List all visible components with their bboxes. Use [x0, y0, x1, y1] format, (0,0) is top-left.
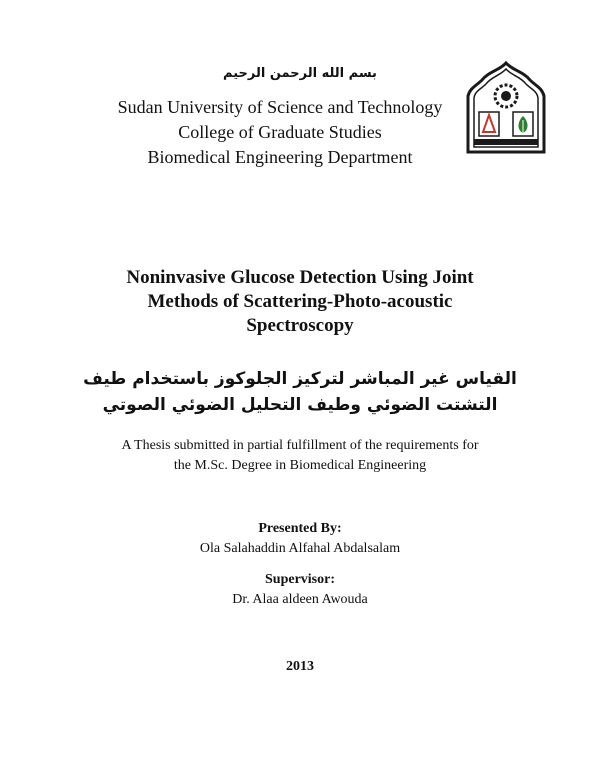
college-name: College of Graduate Studies [178, 122, 382, 142]
presented-by-label: Presented By: [258, 521, 342, 536]
year: 2013 [286, 659, 314, 674]
thesis-statement [40, 436, 560, 476]
supervisor-label: Supervisor: [265, 572, 335, 587]
thesis-title-line: Spectroscopy [246, 315, 354, 336]
arabic-title-line: القياس غير المباشر لتركيز الجلوكوز باستخدام طيف [83, 369, 517, 389]
arabic-title-line: التشتت الضوئي وطيف التحليل الضوئي الصوتي [102, 395, 498, 415]
thesis-title [40, 266, 560, 338]
thesis-title-line: Noninvasive Glucose Detection Using Joint [126, 267, 474, 288]
department-name: Biomedical Engineering Department [147, 147, 413, 167]
thesis-statement-line: A Thesis submitted in partial fulfillment of the requirements for [121, 438, 479, 453]
arabic-title [40, 366, 560, 418]
thesis-title-line: Methods of Scattering-Photo-acoustic [147, 291, 453, 312]
university-name: Sudan University of Science and Technology [117, 97, 443, 117]
basmala: بسم الله الرحمن الرحيم [223, 66, 377, 81]
thesis-statement-line: the M.Sc. Degree in Biomedical Engineering [173, 458, 427, 473]
university-crest-icon [462, 60, 550, 158]
author-name: Ola Salahaddin Alfahal Abdalsalam [199, 541, 401, 556]
supervisor-name: Dr. Alaa aldeen Awouda [232, 592, 368, 607]
